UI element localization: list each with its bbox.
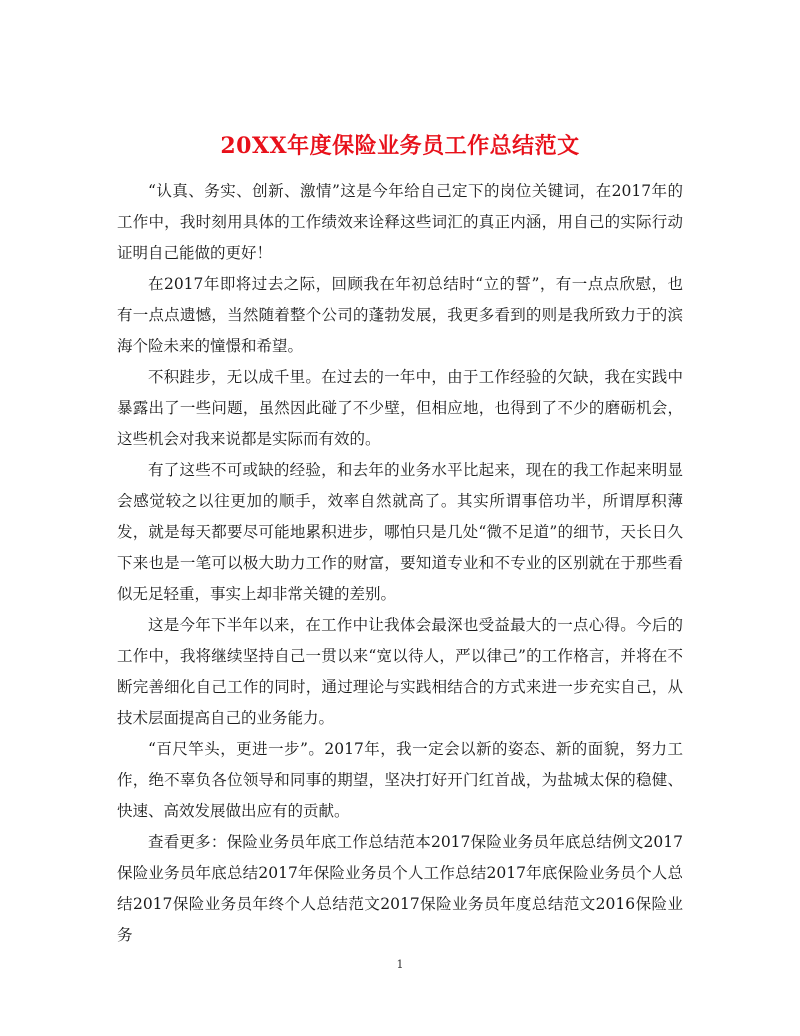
- page-number: 1: [396, 958, 404, 971]
- paragraph-keywords: “认真、务实、创新、激情”这是今年给自己定下的岗位关键词，在2017年的工作中，我时刻用具体的工作绩效来诠释这些词汇的真正内涵，用自己的实际行动证明自己能做的更好！: [117, 182, 683, 262]
- document-title: 20XX年度保险业务员工作总结范文: [220, 132, 580, 159]
- paragraph-experience: 不积跬步，无以成千里。在过去的一年中，由于工作经验的欠缺，我在实践中暴露出了一些问题，虽然因此碰了不少壁，但相应地，也得到了不少的磨砺机会，这些机会对我来说都是实际而有效的。: [117, 368, 683, 448]
- paragraph-insight: 这是今年下半年以来，在工作中让我体会最深也受益最大的一点心得。今后的工作中，我将继续坚持自己一贯以来“宽以待人，严以律己”的工作格言，并将在不断完善细化自己工作的同时，通过理论与实践相结合的方式来进一步充实自己，从技术层面提高自己的业务能力。: [117, 616, 683, 727]
- document-body: [117, 176, 683, 951]
- see-more-links[interactable]: 查看更多：保险业务员年底工作总结范本2017保险业务员年底总结例文2017保险业务员年底总结2017年保险业务员个人工作总结2017年底保险业务员个人总结2017保险业务员年终个人总结范文2017保险业务员年度总结范文2016保险业务: [117, 833, 683, 944]
- paragraph-outlook: “百尺竿头，更进一步”。2017年，我一定会以新的姿态、新的面貌，努力工作，绝不辜负各位领导和同事的期望，坚决打好开门红首战，为盐城太保的稳健、快速、高效发展做出应有的贡献。: [117, 740, 683, 820]
- paragraph-review: 在2017年即将过去之际，回顾我在年初总结时“立的誓”，有一点点欣慰，也有一点点遗憾，当然随着整个公司的蓬勃发展，我更多看到的则是我所致力于的滨海个险未来的憧憬和希望。: [117, 275, 683, 355]
- paragraph-improvement: 有了这些不可或缺的经验，和去年的业务水平比起来，现在的我工作起来明显会感觉较之以往更加的顺手，效率自然就高了。其实所谓事倍功半，所谓厚积薄发，就是每天都要尽可能地累积进步，哪怕只是几处“微不足道”的细节，天长日久下来也是一笔可以极大助力工作的财富，要知道专业和不专业的区别就在于那些看似无足轻重，事实上却非常关键的差别。: [117, 461, 683, 603]
